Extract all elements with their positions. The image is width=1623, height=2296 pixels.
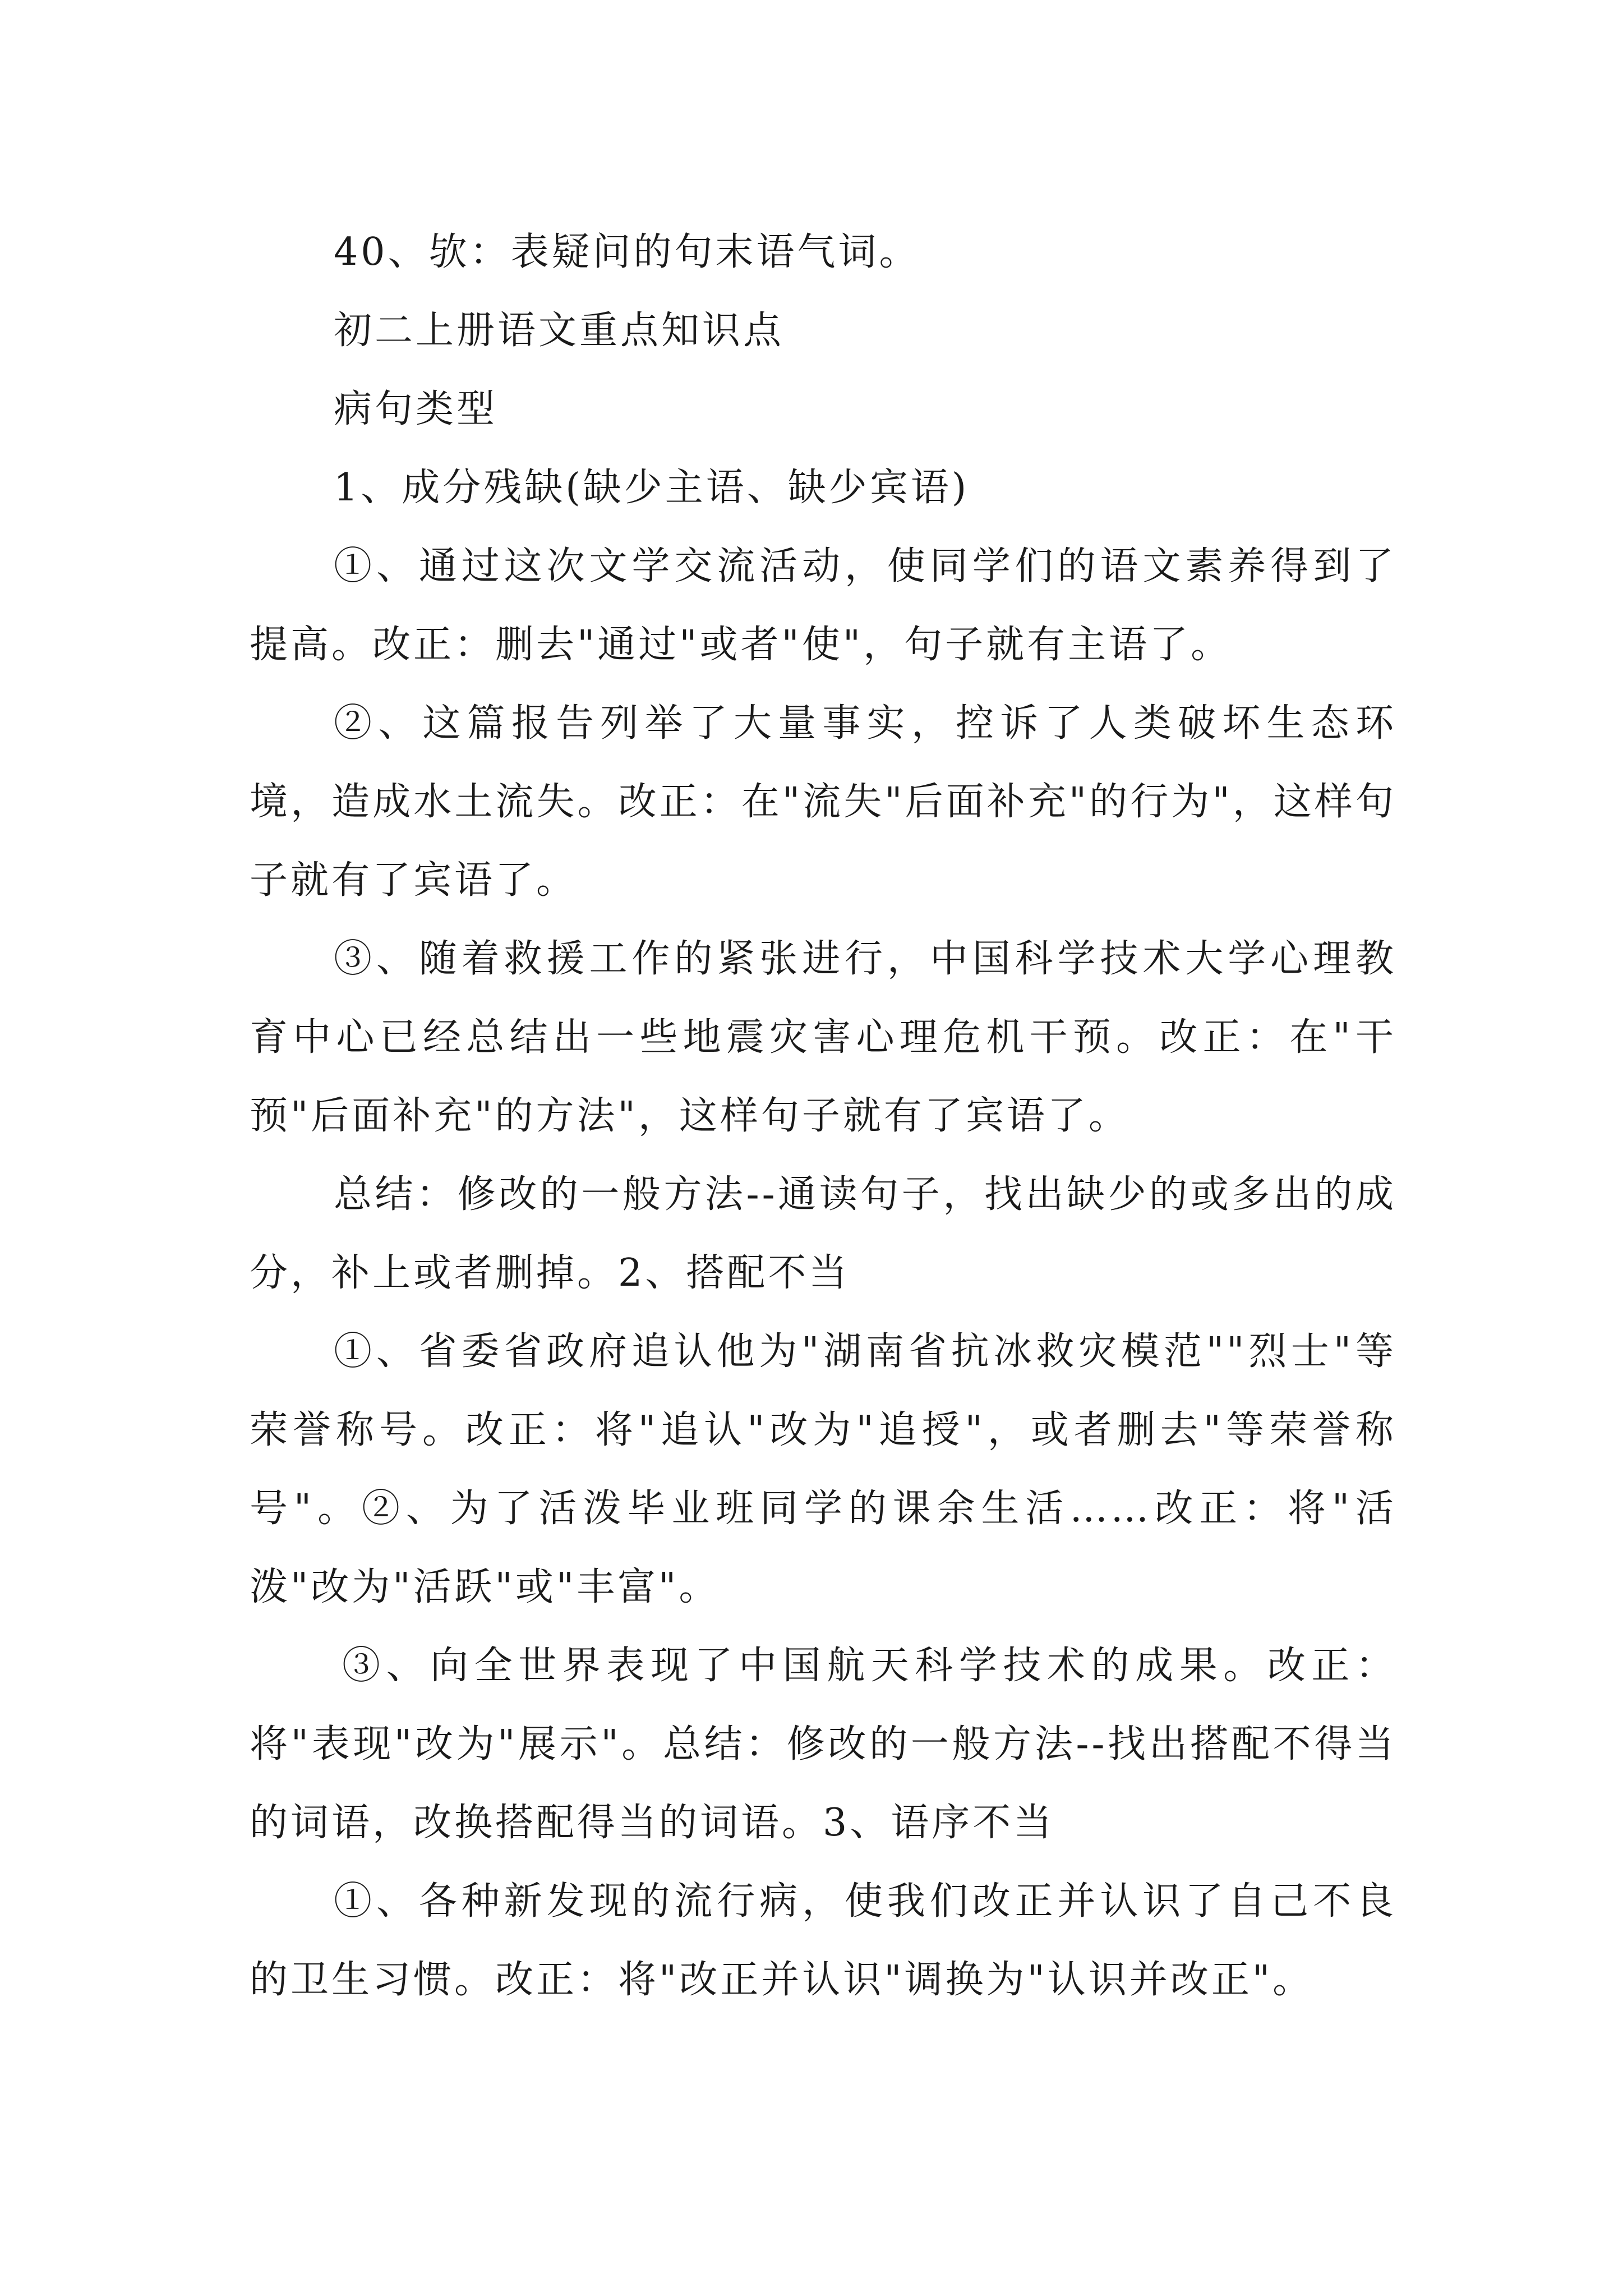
summary-paragraph: 总结：修改的一般方法--通读句子，找出缺少的或多出的成分，补上或者删掉。2、搭配不当 bbox=[250, 1172, 1396, 1295]
paragraph-note-40: 40、欤：表疑问的句末语气词。 bbox=[334, 230, 920, 274]
example-paragraph: ①、省委省政府追认他为"湖南省抗冰救灾模范""烈士"等荣誉称号。改正：将"追认"改为"追授"，或者删去"等荣誉称号"。②、为了活泼毕业班同学的课余生活……改正：将"活泼"改为"活跃"或"丰富"。 bbox=[250, 1329, 1396, 1609]
section-title: 初二上册语文重点知识点 bbox=[334, 309, 785, 353]
example-paragraph: ①、通过这次文学交流活动，使同学们的语文素养得到了提高。改正：删去"通过"或者"使"，句子就有主语了。 bbox=[250, 544, 1396, 667]
example-paragraph: ②、这篇报告列举了大量事实，控诉了人类破坏生态环境，造成水土流失。改正：在"流失"后面补充"的行为"，这样句子就有了宾语了。 bbox=[250, 701, 1396, 903]
document-body bbox=[250, 213, 1396, 2019]
example-paragraph: ③、向全世界表现了中国航天科学技术的成果。改正：将"表现"改为"展示"。总结：修改的一般方法--找出搭配不得当的词语，改换搭配得当的词语。3、语序不当 bbox=[250, 1644, 1396, 1845]
subsection-title: 病句类型 bbox=[334, 387, 498, 431]
category-heading-missing-components: 1、成分残缺(缺少主语、缺少宾语) bbox=[334, 466, 970, 510]
example-paragraph: ①、各种新发现的流行病，使我们改正并认识了自己不良的卫生习惯。改正：将"改正并认识"调换为"认识并改正"。 bbox=[250, 1879, 1396, 2002]
example-paragraph: ③、随着救援工作的紧张进行，中国科学技术大学心理教育中心已经总结出一些地震灾害心理危机干预。改正：在"干预"后面补充"的方法"，这样句子就有了宾语了。 bbox=[250, 937, 1396, 1138]
